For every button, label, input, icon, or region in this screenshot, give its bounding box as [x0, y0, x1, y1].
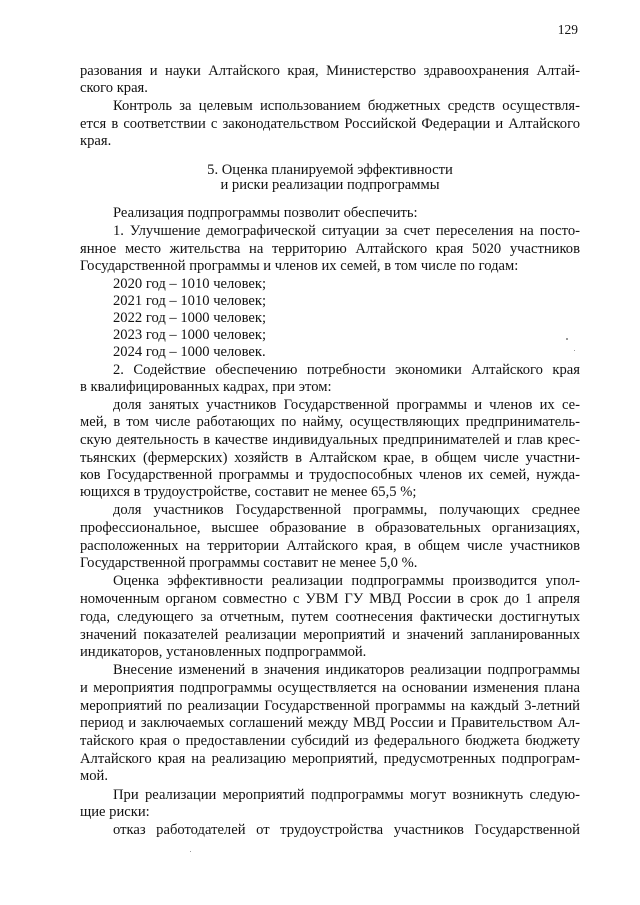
text-line: Государственной программы составит не менее 5,0 %.	[80, 555, 418, 571]
scan-speck	[574, 350, 575, 351]
text-line: период и заключаемых соглашений между МВД России и Правительством Ал-	[80, 715, 580, 731]
text-line: ков Государственной программы и трудоспособных членов их семей, нужда-	[80, 467, 580, 483]
text-line: 2. Содействие обеспечению потребности экономики Алтайского края	[113, 362, 580, 378]
text-line: расположенных на территории Алтайского края, в общем числе участников	[80, 538, 580, 554]
text-line: мей, в том числе работающих по найму, осуществляющих предприниматель-	[80, 414, 580, 430]
text-line: отказ работодателей от трудоустройства участников Государственной	[113, 822, 580, 838]
text-line: ского края.	[80, 80, 148, 96]
year-item: 2021 год – 1010 человек;	[113, 293, 267, 309]
text-line: Реализация подпрограммы позволит обеспечить:	[113, 205, 418, 221]
text-line: профессиональное, высшее образование в образовательных организациях,	[80, 520, 580, 536]
text-line: ющихся в трудоустройстве, составит не менее 65,5 %;	[80, 484, 417, 500]
text-line: Внесение изменений в значения индикаторов реализации подпрограммы	[113, 662, 580, 678]
text-line: доля участников Государственной программы, получающих среднее	[113, 502, 580, 518]
scan-speck	[566, 338, 568, 340]
year-item: 2024 год – 1000 человек.	[113, 344, 266, 360]
text-line: номоченным органом совместно с УВМ ГУ МВД России в срок до 1 апреля	[80, 591, 580, 607]
text-line: тайского края о предоставлении субсидий из федерального бюджета бюджету	[80, 733, 580, 749]
year-item: 2020 год – 1010 человек;	[113, 276, 267, 292]
page-number: 129	[557, 22, 578, 37]
text-line: индикаторов, установленных подпрограммой.	[80, 644, 367, 660]
section-heading: 5. Оценка планируемой эффективности	[207, 162, 453, 178]
text-line: значений показателей реализации мероприятий и значений запланированных	[80, 627, 580, 643]
text-line: Алтайского края на реализацию мероприятий, предусмотренных подпрограм-	[80, 751, 580, 767]
text-line: щие риски:	[80, 804, 150, 820]
text-line: в квалифицированных кадрах, при этом:	[80, 379, 332, 395]
text-line: года, следующего за отчетным, путем соотнесения фактически достигнутых	[80, 609, 580, 625]
text-line: При реализации мероприятий подпрограммы могут возникнуть следую-	[113, 787, 580, 803]
text-line: разования и науки Алтайского края, Министерство здравоохранения Алтай-	[80, 63, 580, 79]
text-line: Контроль за целевым использованием бюджетных средств осуществля-	[113, 98, 580, 114]
text-line: скую деятельность в качестве индивидуальных предпринимателей и глав крес-	[80, 432, 580, 448]
text-line: мероприятий по реализации Государственной программы на каждый 3-летний	[80, 698, 580, 714]
text-line: мой.	[80, 768, 108, 784]
scan-speck	[190, 851, 191, 852]
text-line: ется в соответствии с законодательством Российской Федерации и Алтайского	[80, 116, 580, 132]
text-line: и мероприятия подпрограммы осуществляется на основании изменения плана	[80, 680, 580, 696]
text-line: доля занятых участников Государственной программы и членов их се-	[113, 397, 580, 413]
year-item: 2022 год – 1000 человек;	[113, 310, 267, 326]
text-line: Государственной программы и членов их семей, в том числе по годам:	[80, 258, 519, 274]
text-line: края.	[80, 133, 112, 149]
text-line: тьянских (фермерских) хозяйств в Алтайском крае, в общем числе участни-	[80, 450, 580, 466]
year-item: 2023 год – 1000 человек;	[113, 327, 267, 343]
text-line: 1. Улучшение демографической ситуации за счет переселения на посто-	[113, 223, 580, 239]
text-line: Оценка эффективности реализации подпрограммы производится упол-	[113, 573, 580, 589]
section-heading: и риски реализации подпрограммы	[220, 177, 440, 193]
text-line: янное место жительства на территорию Алтайского края 5020 участников	[80, 241, 580, 257]
